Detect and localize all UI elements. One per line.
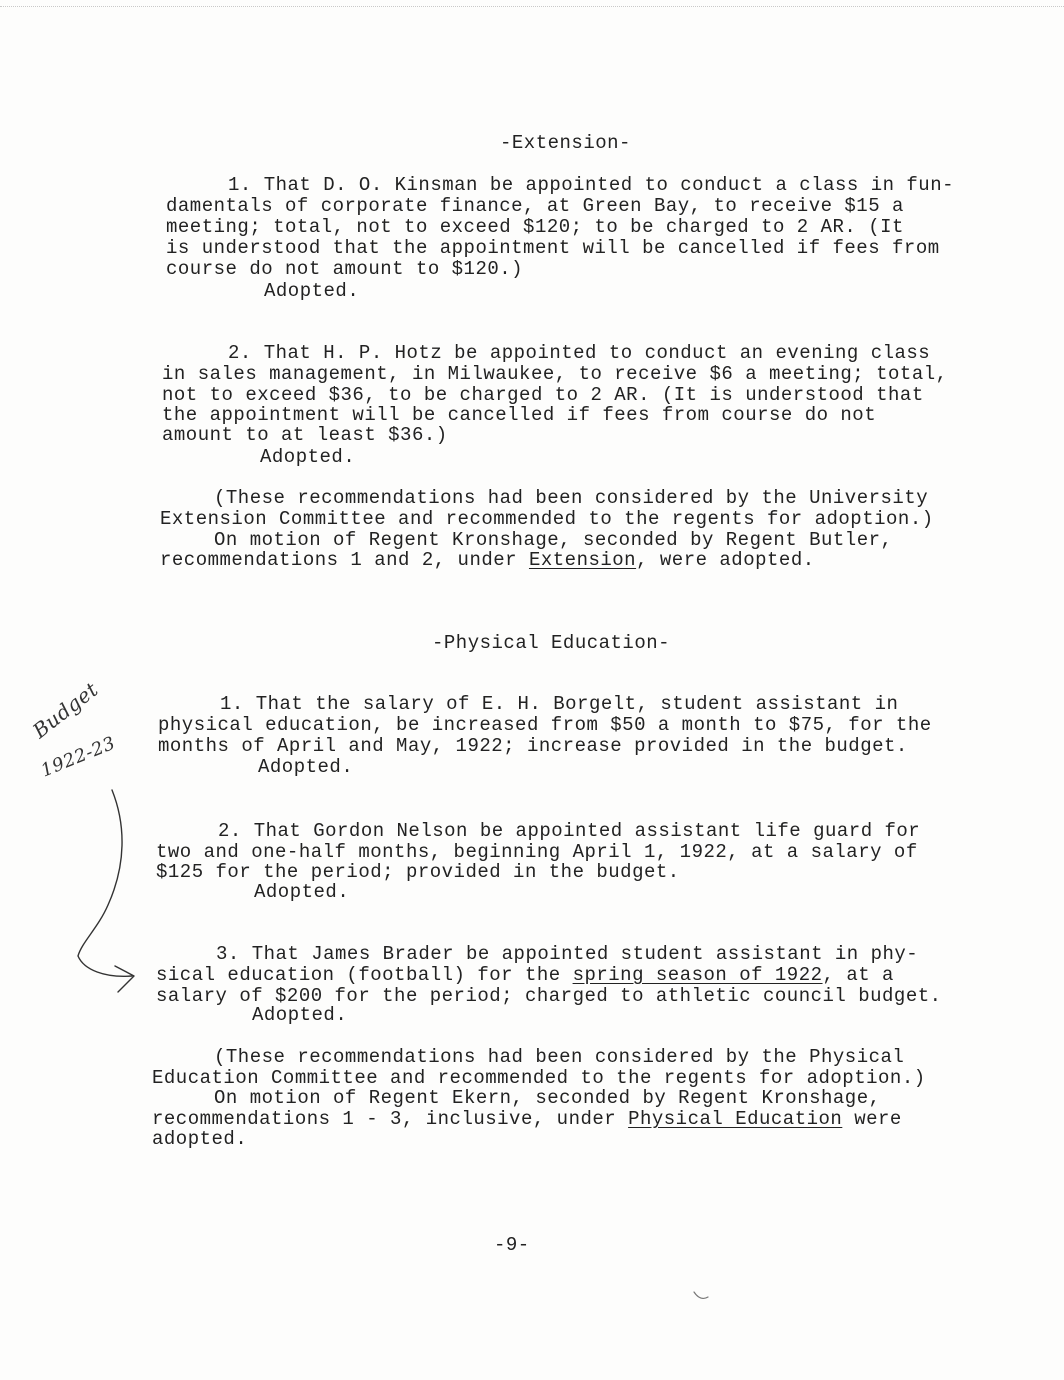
- pe-motion-line: On motion of Regent Ekern, seconded by Regent Kronshage,: [214, 1087, 881, 1109]
- margin-note-budget: Budget: [28, 677, 103, 743]
- extension-item1-adopted: Adopted.: [264, 280, 360, 302]
- extension-item2-line: 2. That H. P. Hotz be appointed to conduct an evening class: [228, 342, 931, 364]
- extension-item2-line: in sales management, in Milwaukee, to receive $6 a meeting; total,: [162, 363, 948, 385]
- pe-item3-underlined-phrase: spring season of 1922: [572, 964, 823, 986]
- extension-motion-line: On motion of Regent Kronshage, seconded by Regent Butler,: [214, 529, 893, 551]
- extension-item2-adopted: Adopted.: [260, 446, 356, 468]
- pe-item1-adopted: Adopted.: [258, 756, 354, 778]
- pe-item1-line: 1. That the salary of E. H. Borgelt, student assistant in: [220, 693, 899, 715]
- extension-item2-line: not to exceed $36, to be charged to 2 AR. (It is understood that: [162, 384, 924, 406]
- extension-motion-line: recommendations 1 and 2, under Extension, were adopted.: [160, 549, 815, 571]
- extension-item1-line: damentals of corporate finance, at Green Bay, to receive $15 a: [166, 195, 904, 217]
- top-edge-rule: [0, 6, 1064, 7]
- handwritten-arrow-icon: [60, 770, 150, 1010]
- extension-note-line: (These recommendations had been considered by the University: [214, 487, 929, 509]
- extension-note-line: Extension Committee and recommended to the regents for adoption.): [160, 508, 934, 530]
- extension-item1-line: course do not amount to $120.): [166, 258, 524, 280]
- extension-item1-line: 1. That D. O. Kinsman be appointed to conduct a class in fun-: [228, 174, 955, 196]
- pe-note-line: (These recommendations had been considered by the Physical: [214, 1046, 905, 1068]
- pe-item2-adopted: Adopted.: [254, 881, 350, 903]
- pe-item3-line: salary of $200 for the period; charged to athletic council budget.: [156, 985, 942, 1007]
- pe-item2-line: $125 for the period; provided in the budget.: [156, 861, 680, 883]
- physical-education-heading: -Physical Education-: [432, 632, 671, 654]
- extension-underlined-word: Extension: [528, 549, 637, 571]
- pe-motion-line: recommendations 1 - 3, inclusive, under Physical Education were: [152, 1108, 902, 1130]
- margin-note-year: 1922-23: [38, 732, 119, 782]
- pe-item2-line: two and one-half months, beginning April 1, 1922, at a salary of: [156, 841, 918, 863]
- extension-heading: -Extension-: [500, 132, 631, 154]
- pe-note-line: Education Committee and recommended to the regents for adoption.): [152, 1067, 926, 1089]
- pe-item1-line: months of April and May, 1922; increase provided in the budget.: [158, 735, 908, 757]
- pe-item3-adopted: Adopted.: [252, 1004, 348, 1026]
- page-number: -9-: [494, 1234, 530, 1256]
- pe-item3-line: sical education (football) for the spring season of 1922, at a: [156, 964, 894, 986]
- pe-motion-line: adopted.: [152, 1128, 248, 1150]
- pe-item1-line: physical education, be increased from $50 a month to $75, for the: [158, 714, 932, 736]
- extension-item1-line: meeting; total, not to exceed $120; to be charged to 2 AR. (It: [166, 216, 904, 238]
- extension-item2-line: amount to at least $36.): [162, 424, 448, 446]
- extension-item2-line: the appointment will be cancelled if fees from course do not: [162, 404, 877, 426]
- pe-item3-line: 3. That James Brader be appointed student assistant in phy-: [216, 943, 919, 965]
- pencil-tick-icon: [692, 1288, 716, 1304]
- pe-item2-line: 2. That Gordon Nelson be appointed assistant life guard for: [218, 820, 921, 842]
- pe-underlined-phrase: Physical Education: [628, 1108, 843, 1130]
- extension-item1-line: is understood that the appointment will be cancelled if fees from: [166, 237, 940, 259]
